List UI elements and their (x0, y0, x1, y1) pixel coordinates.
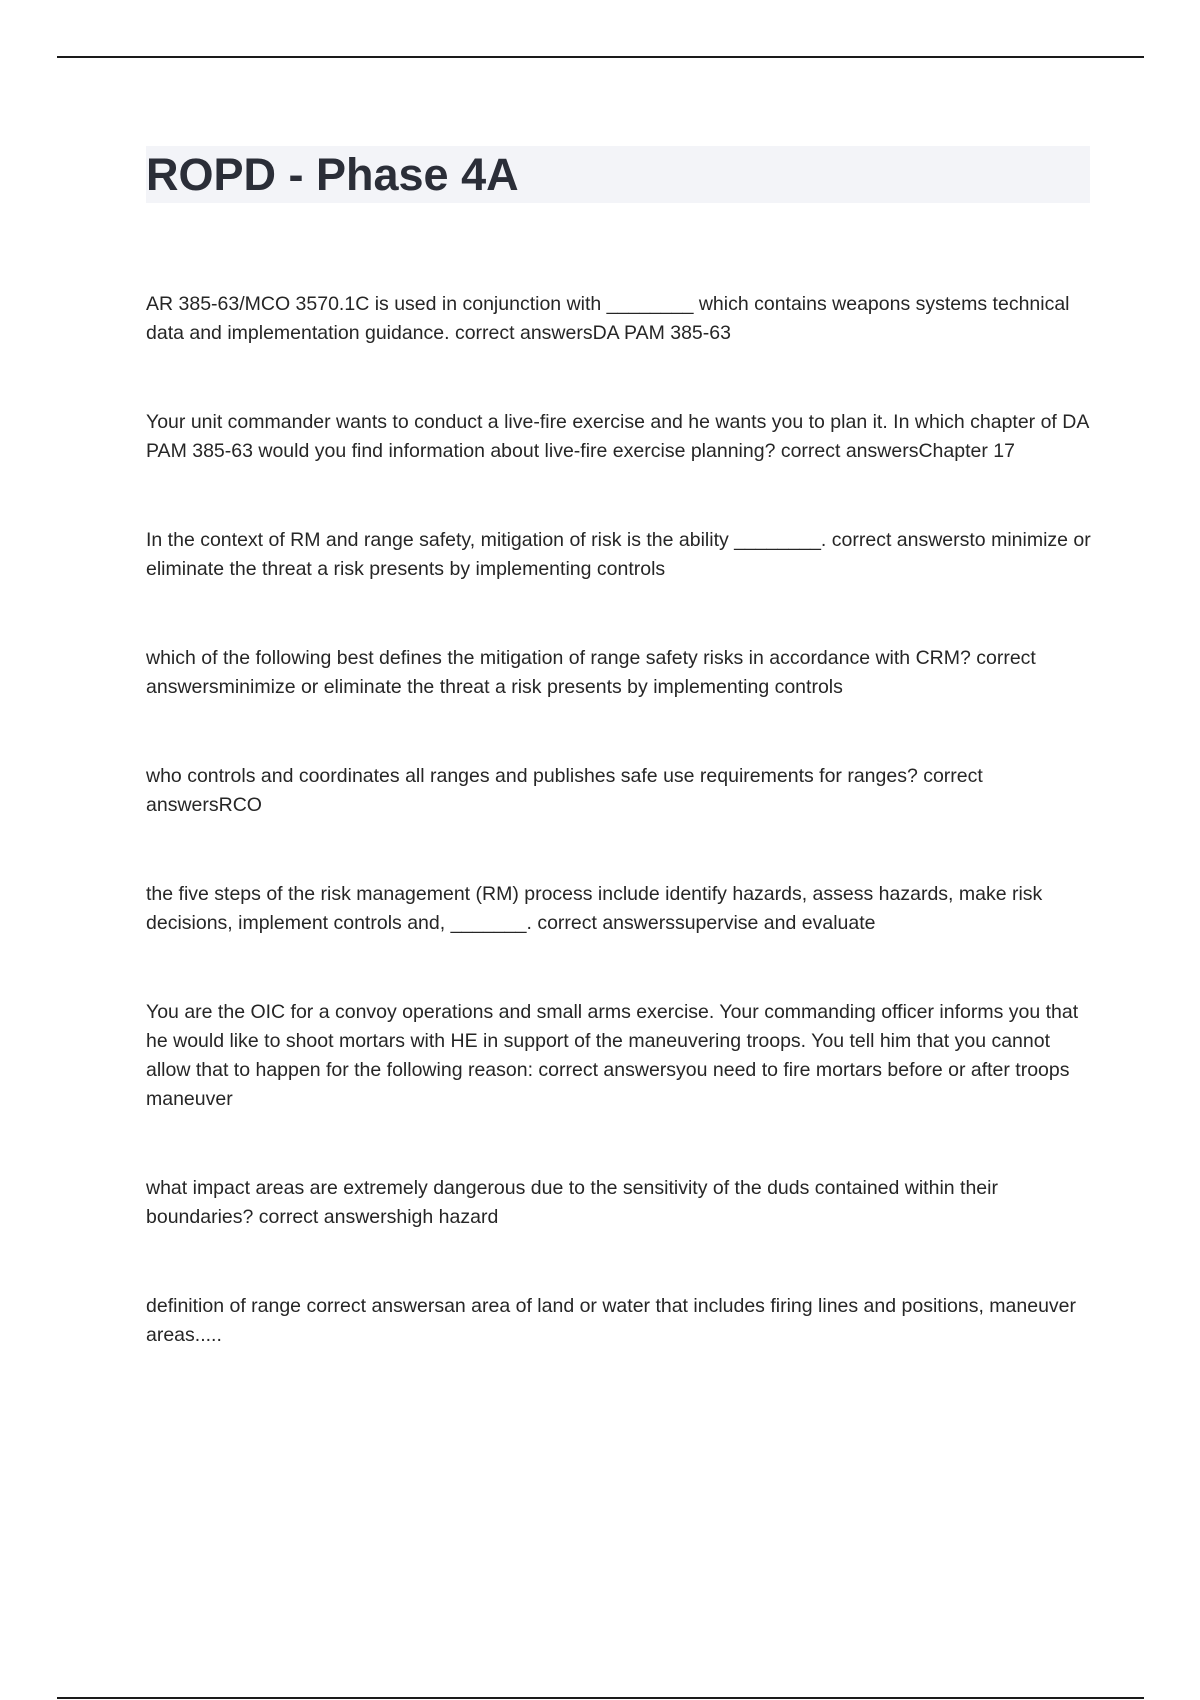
qa-entry-2: Your unit commander wants to conduct a live-fire exercise and he wants you to plan it. In which chapter of DA PAM 385-63 would you find information about live-fire exercise planning? correct answersChapter 17 (146, 411, 1089, 462)
qa-entry-4: which of the following best defines the mitigation of range safety risks in accordance with CRM? correct answersminimize or eliminate the threat a risk presents by implementing controls (146, 647, 1036, 698)
qa-entry-3: In the context of RM and range safety, mitigation of risk is the ability ________. correct answersto minimize or eliminate the threat a risk presents by implementing controls (146, 529, 1091, 580)
qa-entry-8: what impact areas are extremely dangerous due to the sensitivity of the duds contained within their boundaries? correct answershigh hazard (146, 1177, 998, 1228)
qa-entry-7: You are the OIC for a convoy operations and small arms exercise. Your commanding officer informs you that he would like to shoot mortars with HE in support of the maneuvering troops. You tell him that you cannot allow that to happen for the following reason: correct answersyou need to fire mortars before or after troops maneuver (146, 1001, 1079, 1110)
qa-entry-5: who controls and coordinates all ranges and publishes safe use requirements for ranges? correct answersRCO (146, 765, 983, 816)
qa-list (146, 290, 1096, 1350)
bottom-rule (57, 1697, 1144, 1699)
document-title: ROPD - Phase 4A (146, 149, 519, 200)
qa-entry-1: AR 385-63/MCO 3570.1C is used in conjunction with ________ which contains weapons systems technical data and implementation guidance. correct answersDA PAM 385-63 (146, 293, 1070, 344)
qa-entry-9: definition of range correct answersan area of land or water that includes firing lines and positions, maneuver areas..... (146, 1295, 1077, 1346)
qa-entry-6: the five steps of the risk management (RM) process include identify hazards, assess hazards, make risk decisions, implement controls and, _______. correct answerssupervise and evaluate (146, 883, 1043, 934)
top-rule (57, 56, 1144, 58)
